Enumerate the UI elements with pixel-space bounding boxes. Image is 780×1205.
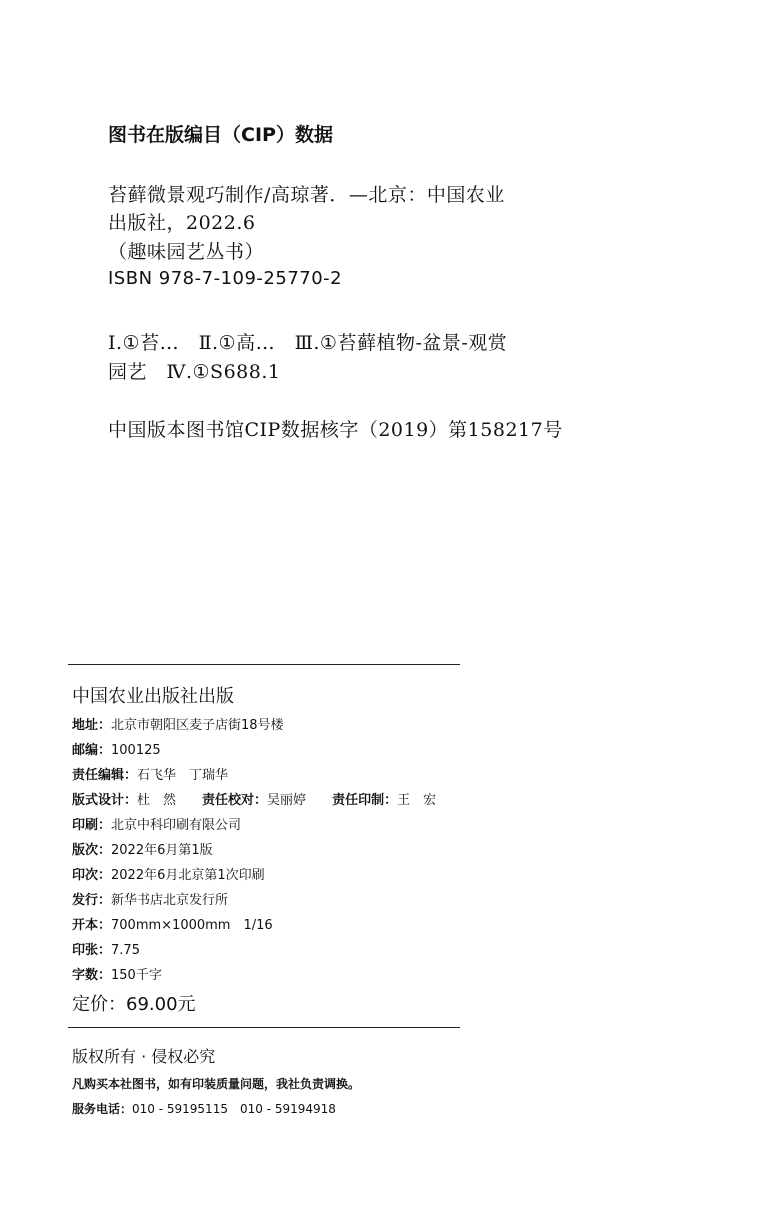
cip-title: 图书在版编目（CIP）数据 (108, 124, 333, 146)
cip-bibliographic-line-1: 苔藓微景观巧制作/高琼著．—北京：中国农业 (108, 184, 505, 206)
rights-title: 版权所有 · 侵权必究 (72, 1047, 216, 1066)
cip-isbn: ISBN 978-7-109-25770-2 (108, 268, 343, 289)
info-edition: 版次：2022年6月第1版 (72, 843, 213, 858)
divider-bottom (68, 1027, 460, 1028)
cip-classification-line-1: Ⅰ.①苔… Ⅱ.①高… Ⅲ.①苔藓植物-盆景-观赏 (108, 332, 508, 354)
publisher-name: 中国农业出版社出版 (72, 686, 234, 707)
info-credits: 版式设计：杜 然 责任校对：吴丽婷 责任印制：王 宏 (72, 793, 437, 808)
info-printing: 印次：2022年6月北京第1次印刷 (72, 868, 265, 883)
info-format: 开本：700mm×1000mm 1/16 (72, 918, 273, 933)
cip-classification-line-2: 园艺 Ⅳ.①S688.1 (108, 361, 281, 383)
cip-bibliographic-line-2: 出版社，2022.6 (108, 212, 256, 234)
info-printer: 印刷：北京中科印刷有限公司 (72, 818, 242, 833)
price: 定价：69.00元 (72, 994, 196, 1015)
info-address: 地址：北京市朝阳区麦子店街18号楼 (72, 718, 284, 733)
info-sheets: 印张：7.75 (72, 943, 140, 958)
cip-series: （趣味园艺丛书） (108, 241, 265, 263)
cip-number: 中国版本图书馆CIP数据核字（2019）第158217号 (108, 419, 563, 441)
info-postcode: 邮编：100125 (72, 743, 161, 758)
divider-top (68, 664, 460, 665)
rights-notice: 凡购买本社图书，如有印装质量问题，我社负责调换。 (72, 1077, 361, 1091)
service-phone: 服务电话：010 - 59195115 010 - 59194918 (72, 1102, 336, 1116)
info-editors: 责任编辑：石飞华 丁瑞华 (72, 768, 229, 783)
info-distribution: 发行：新华书店北京发行所 (72, 893, 229, 908)
info-word-count: 字数：150千字 (72, 968, 162, 983)
